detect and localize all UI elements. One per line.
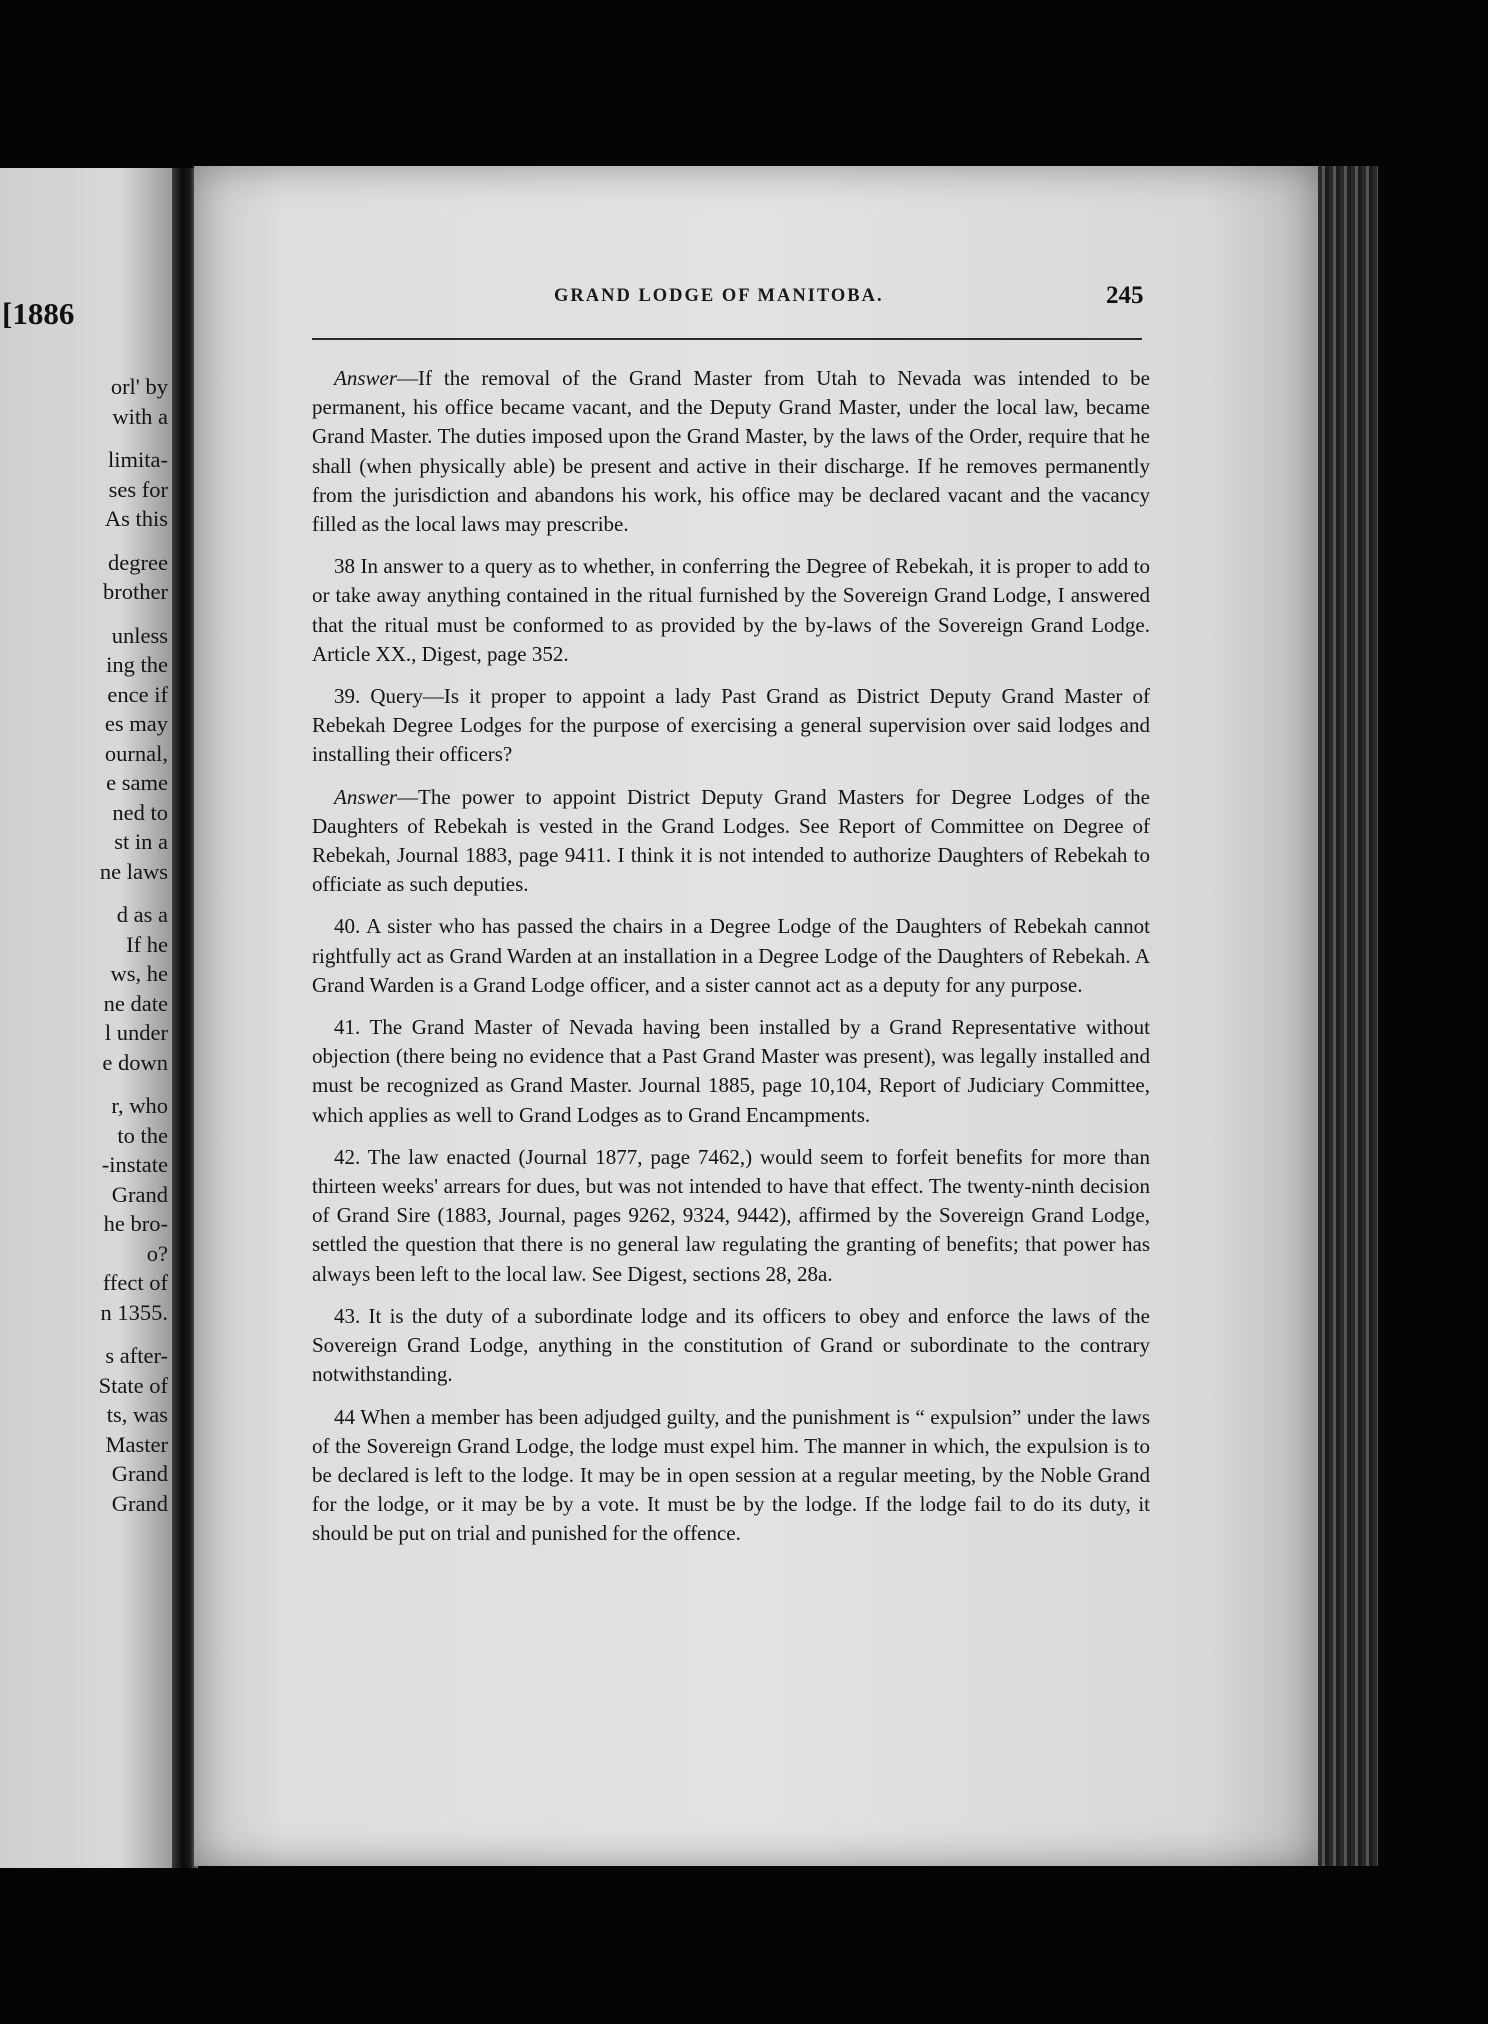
- paragraph: 38 In answer to a query as to whether, in conferring the Degree of Rebekah, it is proper to add to or take away anything contained in the ritual furnished by the Sovereign Grand Lodge, I answered that the ritual must be conformed to as provided by the by-laws of the Sovereign Grand Lodge. Article XX., Digest, page 352.: [312, 554, 1150, 666]
- previous-page-line: orl' by: [110, 374, 168, 399]
- previous-page-fragment: [0, 168, 172, 1868]
- previous-page-line: ffect of: [102, 1270, 168, 1295]
- previous-page-line: l under: [104, 1020, 168, 1045]
- previous-page-line: ts, was: [106, 1402, 168, 1427]
- previous-page-line: o?: [146, 1240, 168, 1266]
- previous-page-line: unless: [111, 622, 168, 648]
- previous-page-line: Master: [105, 1431, 168, 1457]
- previous-page-line: n 1355.: [100, 1299, 168, 1325]
- running-head: GRAND LODGE OF MANITOBA.: [554, 286, 884, 306]
- previous-page-line: limita-: [108, 447, 168, 472]
- previous-page-line: Grand: [111, 1181, 168, 1207]
- page-number: 245: [1106, 282, 1144, 309]
- page-body: [312, 364, 1150, 1562]
- previous-page-line: ws, he: [110, 961, 168, 986]
- previous-page-line: Grand: [111, 1461, 168, 1486]
- previous-page-line: State of: [98, 1372, 168, 1398]
- previous-page-line: brother: [103, 579, 168, 604]
- previous-page-line: ned to: [112, 799, 168, 825]
- previous-page-line: If he: [126, 931, 168, 957]
- previous-page-line: ne laws: [99, 858, 168, 884]
- previous-page-line: he bro-: [103, 1211, 168, 1236]
- paragraph: 43. It is the duty of a subordinate lodge and its officers to obey and enforce the laws of the Sovereign Grand Lodge, anything in the constitution of Grand or subordinate to the contrary notwithstanding.: [312, 1303, 1150, 1387]
- previous-page-line: ournal,: [104, 740, 168, 766]
- page-edges: [1318, 166, 1378, 1866]
- previous-page-line: to the: [117, 1122, 168, 1148]
- previous-page-line: e down: [102, 1049, 168, 1075]
- paragraph: 44 When a member has been adjudged guilty, and the punishment is “ expulsion” under the laws of the Sovereign Grand Lodge, the lodge must expel him. The manner in which, the expulsion is to be declared is left to the lodge. It may be in open session at a regular meeting, by the Noble Grand for the lodge, or it may be by a vote. It must be by the lodge. If the lodge fail to do its duty, it should be put on trial and punished for the offence.: [312, 1404, 1150, 1546]
- paragraph: 41. The Grand Master of Nevada having been installed by a Grand Representative without objection (there being no evidence that a Past Grand Master was present), was legally installed and must be recognized as Grand Master. Journal 1885, page 10,104, Report of Judiciary Committee, which applies as well to Grand Lodges as to Grand Encampments.: [312, 1015, 1150, 1127]
- previous-page-line: -instate: [101, 1152, 168, 1177]
- previous-page-line: ing the: [106, 652, 168, 677]
- previous-page-line: ence if: [107, 681, 168, 707]
- previous-page-line: ne date: [103, 990, 168, 1016]
- previous-page-line: s after-: [105, 1343, 168, 1368]
- previous-page-line: ses for: [108, 476, 168, 502]
- previous-page-header: [1886: [2, 296, 75, 331]
- paragraph: Answer—If the removal of the Grand Master from Utah to Nevada was intended to be permanent, his office became vacant, and the Deputy Grand Master, under the local law, became Grand Master. The duties imposed upon the Grand Master, by the laws of the Order, require that he shall (when physically able) be present and active in their discharge. If he removes permanently from the jurisdiction and abandons his work, his office may be declared vacant and the vacancy filled as the local laws may prescribe.: [312, 366, 1150, 537]
- header-rule: [312, 338, 1142, 340]
- previous-page-line: Grand: [111, 1490, 168, 1516]
- previous-page-line: with a: [112, 403, 168, 429]
- paragraph: 42. The law enacted (Journal 1877, page 7462,) would seem to forfeit benefits for more than thirteen weeks' arrears for dues, but was not intended to have that effect. The twenty-ninth decision of Grand Sire (1883, Journal, pages 9262, 9324, 9442), affirmed by the Sovereign Grand Lodge, settled the question that there is no general law regulating the granting of benefits; that power has always been left to the local law. See Digest, sections 28, 28a.: [312, 1144, 1150, 1286]
- previous-page-line: r, who: [111, 1093, 168, 1118]
- previous-page-line: d as a: [116, 902, 168, 927]
- paragraph: 39. Query—Is it proper to appoint a lady Past Grand as District Deputy Grand Master of Rebekah Degree Lodges for the purpose of exercising a general supervision over said lodges and installing their officers?: [312, 684, 1150, 767]
- paragraph: 40. A sister who has passed the chairs in a Degree Lodge of the Daughters of Rebekah cannot rightfully act as Grand Warden at an installation in a Degree Lodge of the Daughters of Rebekah. A Grand Warden is a Grand Lodge officer, and a sister cannot act as a deputy for any purpose.: [312, 914, 1150, 997]
- previous-page-line: e same: [106, 770, 168, 795]
- previous-page-line: st in a: [114, 829, 168, 854]
- previous-page-line: degree: [108, 549, 168, 575]
- previous-page-line: As this: [104, 506, 168, 531]
- previous-page-line: es may: [104, 711, 168, 736]
- paragraph: Answer—The power to appoint District Deputy Grand Masters for Degree Lodges of the Daughters of Rebekah is vested in the Grand Lodges. See Report of Committee on Degree of Rebekah, Journal 1883, page 9411. I think it is not intended to authorize Daughters of Rebekah to officiate as such deputies.: [312, 784, 1150, 897]
